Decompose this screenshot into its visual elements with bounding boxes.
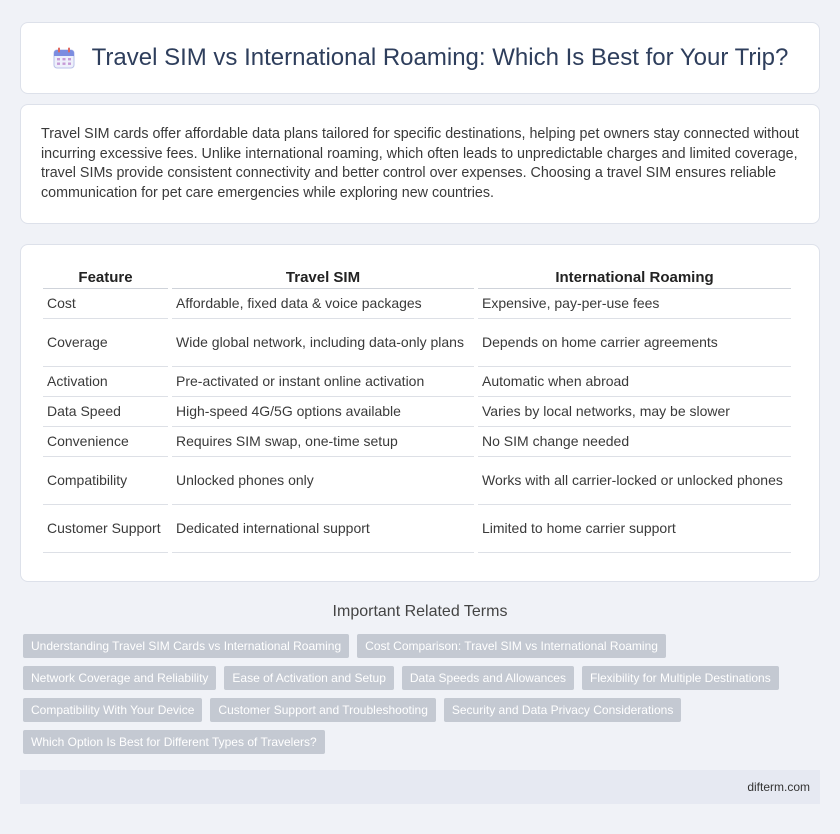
related-tag[interactable]: Compatibility With Your Device <box>23 698 202 722</box>
row-feature: Cost <box>43 289 168 319</box>
table-row <box>43 397 791 427</box>
header-travel-sim: Travel SIM <box>172 265 474 289</box>
related-terms <box>20 600 820 762</box>
page-title: Travel SIM vs International Roaming: Which Is Best for Your Trip? <box>91 44 789 71</box>
row-travel-sim: Requires SIM swap, one-time setup <box>172 427 474 457</box>
related-tag[interactable]: Which Option Is Best for Different Types of Travelers? <box>23 730 325 754</box>
related-tag[interactable]: Security and Data Privacy Considerations <box>444 698 681 722</box>
row-travel-sim: Affordable, fixed data & voice packages <box>172 289 474 319</box>
intro-card <box>20 104 820 224</box>
related-tag[interactable]: Ease of Activation and Setup <box>224 666 393 690</box>
row-travel-sim: Wide global network, including data-only plans <box>172 319 474 367</box>
row-roaming: Works with all carrier-locked or unlocked phones <box>478 457 791 505</box>
table-row <box>43 289 791 319</box>
intro-text: Travel SIM cards offer affordable data plans tailored for specific destinations, helping pet owners stay connected without incurring excessive fees. Unlike international roaming, which often leads to unpredictable charges and limited coverage, travel SIMs provide consistent connectivity and better control over expenses. Choosing a travel SIM ensures reliable communication for pet care emergencies while exploring new countries. <box>41 126 799 201</box>
row-roaming: Depends on home carrier agreements <box>478 319 791 367</box>
related-tag[interactable]: Flexibility for Multiple Destinations <box>582 666 779 690</box>
related-tag[interactable]: Cost Comparison: Travel SIM vs International Roaming <box>357 634 666 658</box>
table-row <box>43 505 791 553</box>
row-travel-sim: Unlocked phones only <box>172 457 474 505</box>
related-tag[interactable]: Data Speeds and Allowances <box>402 666 574 690</box>
header-feature: Feature <box>43 265 168 289</box>
table-row <box>43 367 791 397</box>
row-travel-sim: Dedicated international support <box>172 505 474 553</box>
calendar-icon <box>52 46 76 70</box>
comparison-card <box>20 244 820 582</box>
row-roaming: Automatic when abroad <box>478 367 791 397</box>
row-feature: Coverage <box>43 319 168 367</box>
row-roaming: No SIM change needed <box>478 427 791 457</box>
comparison-table <box>39 265 795 553</box>
row-roaming: Varies by local networks, may be slower <box>478 397 791 427</box>
related-tags <box>20 634 820 762</box>
header-international-roaming: International Roaming <box>478 265 791 289</box>
related-terms-title: Important Related Terms <box>332 603 508 620</box>
row-feature: Data Speed <box>43 397 168 427</box>
page-header <box>20 22 820 94</box>
row-roaming: Limited to home carrier support <box>478 505 791 553</box>
row-feature: Convenience <box>43 427 168 457</box>
row-feature: Activation <box>43 367 168 397</box>
table-row <box>43 427 791 457</box>
footer <box>20 770 820 804</box>
row-feature: Customer Support <box>43 505 168 553</box>
related-tag[interactable]: Understanding Travel SIM Cards vs International Roaming <box>23 634 349 658</box>
row-feature: Compatibility <box>43 457 168 505</box>
row-travel-sim: High-speed 4G/5G options available <box>172 397 474 427</box>
footer-site[interactable]: difterm.com <box>747 780 810 794</box>
table-row <box>43 457 791 505</box>
table-row <box>43 319 791 367</box>
row-roaming: Expensive, pay-per-use fees <box>478 289 791 319</box>
row-travel-sim: Pre-activated or instant online activation <box>172 367 474 397</box>
related-tag[interactable]: Network Coverage and Reliability <box>23 666 216 690</box>
related-tag[interactable]: Customer Support and Troubleshooting <box>210 698 435 722</box>
